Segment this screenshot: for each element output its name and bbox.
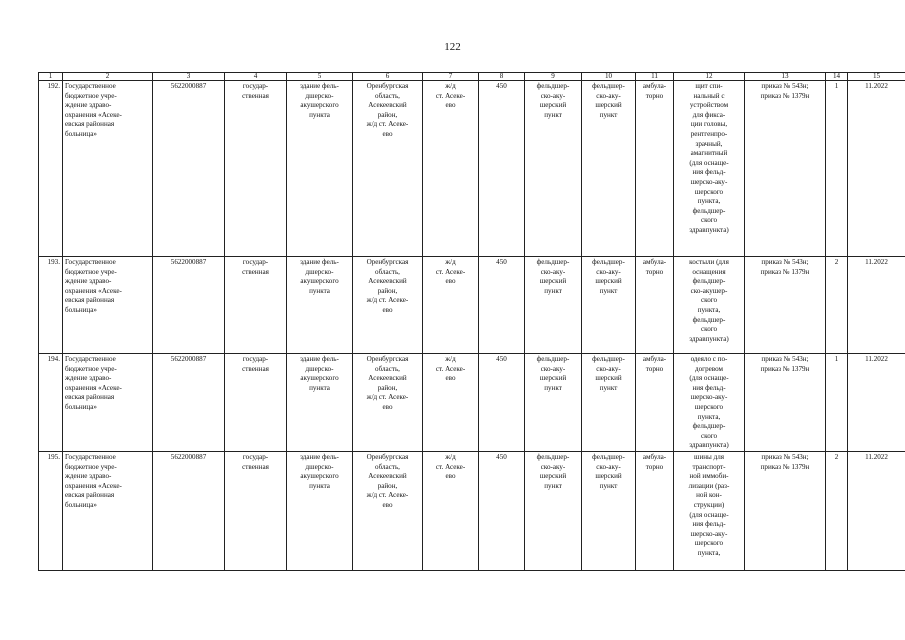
care-form-cell: амбула- торно: [636, 257, 674, 354]
unit-type-cell: фельдшер- ско-аку- шерский пункт: [582, 81, 636, 257]
code-cell: 450: [479, 452, 525, 571]
inn-cell: 5622000887: [153, 257, 225, 354]
column-header: 8: [479, 73, 525, 81]
table-row: [39, 81, 905, 257]
row-number: 194.: [39, 354, 63, 452]
order-cell: приказ № 543н; приказ № 1379н: [745, 81, 826, 257]
code-cell: 450: [479, 257, 525, 354]
ownership-cell: государ- ственная: [225, 257, 287, 354]
address-cell: Оренбургская область, Асекеевский район, ж/д ст. Асеке- ево: [353, 81, 423, 257]
inn-cell: 5622000887: [153, 354, 225, 452]
date-cell: 11.2022: [848, 452, 905, 571]
building-cell: здание фель- дшерско- акушерского пункта: [287, 81, 353, 257]
locality-cell: ж/д ст. Асеке- ево: [423, 257, 479, 354]
equipment-cell: костыли (для оснащения фельдшер- ско-акушер- ского пункта, фельдшер- ского здравпункта): [674, 257, 745, 354]
organization-cell: Государственное бюджетное учре- ждение здраво- охранения «Асеке- евская районная больница»: [63, 81, 153, 257]
address-cell: Оренбургская область, Асекеевский район, ж/д ст. Асеке- ево: [353, 354, 423, 452]
care-form-cell: амбула- торно: [636, 452, 674, 571]
row-number: 192.: [39, 81, 63, 257]
column-header: 6: [353, 73, 423, 81]
care-form-cell: амбула- торно: [636, 81, 674, 257]
order-cell: приказ № 543н; приказ № 1379н: [745, 452, 826, 571]
column-header: 5: [287, 73, 353, 81]
unit-type-cell: фельдшер- ско-аку- шерский пункт: [582, 452, 636, 571]
ownership-cell: государ- ственная: [225, 452, 287, 571]
page-number: 122: [444, 41, 461, 53]
organization-cell: Государственное бюджетное учре- ждение здраво- охранения «Асеке- евская районная больница»: [63, 257, 153, 354]
equipment-cell: щит спи- нальный с устройством для фикса- ции головы, рентгенпро- зрачный, амагнитный (для оснаще- ния фельд- шерско-аку- шерского пункта, фельдшер- ского здравпункта): [674, 81, 745, 257]
quantity-cell: 1: [826, 354, 848, 452]
ownership-cell: государ- ственная: [225, 81, 287, 257]
locality-cell: ж/д ст. Асеке- ево: [423, 452, 479, 571]
unit-type-cell: фельдшер- ско-аку- шерский пункт: [525, 354, 582, 452]
column-header: 4: [225, 73, 287, 81]
table-row: [39, 257, 905, 354]
equipment-cell: шины для транспорт- ной иммоби- лизации (раз- ной кон- струкции) (для оснаще- ния фельд- шерско-аку- шерского пункта,: [674, 452, 745, 571]
unit-type-cell: фельдшер- ско-аку- шерский пункт: [525, 81, 582, 257]
quantity-cell: 1: [826, 81, 848, 257]
locality-cell: ж/д ст. Асеке- ево: [423, 81, 479, 257]
order-cell: приказ № 543н; приказ № 1379н: [745, 354, 826, 452]
column-header: 7: [423, 73, 479, 81]
column-header: 15: [848, 73, 905, 81]
organization-cell: Государственное бюджетное учре- ждение здраво- охранения «Асеке- евская районная больница»: [63, 354, 153, 452]
column-header: 13: [745, 73, 826, 81]
column-header: 10: [582, 73, 636, 81]
address-cell: Оренбургская область, Асекеевский район, ж/д ст. Асеке- ево: [353, 257, 423, 354]
quantity-cell: 2: [826, 452, 848, 571]
unit-type-cell: фельдшер- ско-аку- шерский пункт: [582, 257, 636, 354]
quantity-cell: 2: [826, 257, 848, 354]
column-header: 2: [63, 73, 153, 81]
date-cell: 11.2022: [848, 81, 905, 257]
column-header: 11: [636, 73, 674, 81]
building-cell: здание фель- дшерско- акушерского пункта: [287, 452, 353, 571]
column-header: 12: [674, 73, 745, 81]
ownership-cell: государ- ственная: [225, 354, 287, 452]
address-cell: Оренбургская область, Асекеевский район, ж/д ст. Асеке- ево: [353, 452, 423, 571]
building-cell: здание фель- дшерско- акушерского пункта: [287, 257, 353, 354]
column-header: 9: [525, 73, 582, 81]
unit-type-cell: фельдшер- ско-аку- шерский пункт: [525, 257, 582, 354]
date-cell: 11.2022: [848, 257, 905, 354]
row-number: 193.: [39, 257, 63, 354]
inn-cell: 5622000887: [153, 452, 225, 571]
inn-cell: 5622000887: [153, 81, 225, 257]
unit-type-cell: фельдшер- ско-аку- шерский пункт: [525, 452, 582, 571]
locality-cell: ж/д ст. Асеке- ево: [423, 354, 479, 452]
code-cell: 450: [479, 81, 525, 257]
unit-type-cell: фельдшер- ско-аку- шерский пункт: [582, 354, 636, 452]
code-cell: 450: [479, 354, 525, 452]
row-number: 195.: [39, 452, 63, 571]
register-table: [38, 72, 905, 571]
column-header: 14: [826, 73, 848, 81]
column-header: 3: [153, 73, 225, 81]
date-cell: 11.2022: [848, 354, 905, 452]
table-row: [39, 452, 905, 571]
column-number-row: [39, 73, 905, 81]
building-cell: здание фель- дшерско- акушерского пункта: [287, 354, 353, 452]
organization-cell: Государственное бюджетное учре- ждение здраво- охранения «Асеке- евская районная больница»: [63, 452, 153, 571]
care-form-cell: амбула- торно: [636, 354, 674, 452]
equipment-cell: одеяло с по- догревом (для оснаще- ния фельд- шерско-аку- шерского пункта, фельдшер- ского здравпункта): [674, 354, 745, 452]
order-cell: приказ № 543н; приказ № 1379н: [745, 257, 826, 354]
column-header: 1: [39, 73, 63, 81]
table-row: [39, 354, 905, 452]
